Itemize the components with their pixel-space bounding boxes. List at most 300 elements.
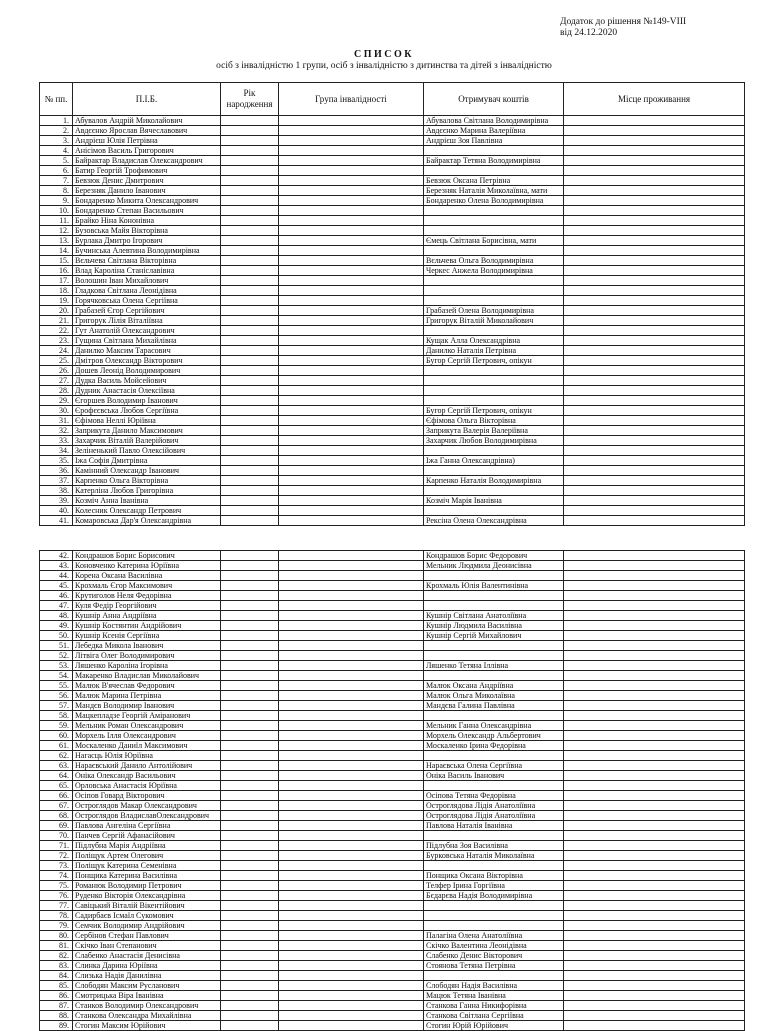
- row-recipient: [424, 861, 564, 871]
- row-person-name: Куля Федір Георгійович: [73, 601, 221, 611]
- row-birth-year: [221, 881, 279, 891]
- row-disability-group: [279, 236, 424, 246]
- row-recipient: Вєльчева Ольга Володимирівна: [424, 256, 564, 266]
- row-number: 27.: [40, 376, 73, 386]
- row-number: 57.: [40, 701, 73, 711]
- table-row: [40, 176, 745, 186]
- table-row: [40, 631, 745, 641]
- row-residence: [564, 276, 745, 286]
- row-number: 85.: [40, 981, 73, 991]
- table-row: [40, 691, 745, 701]
- row-person-name: Підлубна Марія Андріївна: [73, 841, 221, 851]
- row-person-name: Бондаренко Степан Васильович: [73, 206, 221, 216]
- row-disability-group: [279, 731, 424, 741]
- row-residence: [564, 216, 745, 226]
- row-residence: [564, 581, 745, 591]
- row-recipient: [424, 486, 564, 496]
- table-row: [40, 771, 745, 781]
- row-recipient: [424, 831, 564, 841]
- row-residence: [564, 691, 745, 701]
- row-disability-group: [279, 941, 424, 951]
- row-birth-year: [221, 146, 279, 156]
- row-recipient: [424, 276, 564, 286]
- row-person-name: Крутиголов Неля Федорівна: [73, 591, 221, 601]
- row-disability-group: [279, 146, 424, 156]
- row-residence: [564, 781, 745, 791]
- row-birth-year: [221, 821, 279, 831]
- row-number: 59.: [40, 721, 73, 731]
- row-birth-year: [221, 671, 279, 681]
- table-row: [40, 246, 745, 256]
- table-row: [40, 781, 745, 791]
- row-disability-group: [279, 791, 424, 801]
- table-row: [40, 186, 745, 196]
- row-number: 61.: [40, 741, 73, 751]
- table-row: [40, 851, 745, 861]
- table-row: [40, 226, 745, 236]
- row-residence: [564, 456, 745, 466]
- appendix-date: від 24.12.2020: [560, 28, 618, 38]
- row-person-name: Осіпов Говард Вікторович: [73, 791, 221, 801]
- row-number: 34.: [40, 446, 73, 456]
- row-birth-year: [221, 621, 279, 631]
- table-row: [40, 791, 745, 801]
- row-person-name: Кушнір Анна Андріївна: [73, 611, 221, 621]
- row-number: 39.: [40, 496, 73, 506]
- row-recipient: [424, 711, 564, 721]
- row-residence: [564, 891, 745, 901]
- row-disability-group: [279, 571, 424, 581]
- row-number: 6.: [40, 166, 73, 176]
- row-birth-year: [221, 591, 279, 601]
- row-recipient: Козміч Марія Іванівна: [424, 496, 564, 506]
- row-birth-year: [221, 941, 279, 951]
- row-person-name: Руденко Вікторія Олександрівна: [73, 891, 221, 901]
- row-disability-group: [279, 891, 424, 901]
- row-number: 45.: [40, 581, 73, 591]
- row-birth-year: [221, 571, 279, 581]
- row-number: 46.: [40, 591, 73, 601]
- row-person-name: Слабенко Анастасія Денисівна: [73, 951, 221, 961]
- row-recipient: Осіпова Тетяна Федорівна: [424, 791, 564, 801]
- row-person-name: Гладкова Світлана Леонідівна: [73, 286, 221, 296]
- row-residence: [564, 416, 745, 426]
- row-person-name: Слинка Дарина Юріївна: [73, 961, 221, 971]
- row-number: 54.: [40, 671, 73, 681]
- row-person-name: Стогин Максим Юрійович: [73, 1021, 221, 1031]
- row-residence: [564, 156, 745, 166]
- row-birth-year: [221, 486, 279, 496]
- table-row: [40, 651, 745, 661]
- row-disability-group: [279, 476, 424, 486]
- row-residence: [564, 921, 745, 931]
- decision-appendix-note: [560, 17, 744, 39]
- row-person-name: Павлова Ангеліна Сергіївна: [73, 821, 221, 831]
- row-residence: [564, 971, 745, 981]
- row-residence: [564, 176, 745, 186]
- row-recipient: Іжа Ганна Олександрівна): [424, 456, 564, 466]
- row-residence: [564, 881, 745, 891]
- row-recipient: [424, 386, 564, 396]
- row-disability-group: [279, 951, 424, 961]
- row-person-name: Ляшенко Кароліна Ігорівна: [73, 661, 221, 671]
- row-number: 32.: [40, 426, 73, 436]
- row-recipient: [424, 466, 564, 476]
- row-birth-year: [221, 176, 279, 186]
- row-person-name: Остроглядов Макар Олександрович: [73, 801, 221, 811]
- row-disability-group: [279, 166, 424, 176]
- row-recipient: Павлова Наталія Іванівна: [424, 821, 564, 831]
- row-recipient: [424, 366, 564, 376]
- table-row: [40, 721, 745, 731]
- row-number: 10.: [40, 206, 73, 216]
- row-disability-group: [279, 871, 424, 881]
- table-row: [40, 196, 745, 206]
- row-residence: [564, 236, 745, 246]
- table-row: [40, 286, 745, 296]
- row-residence: [564, 506, 745, 516]
- row-person-name: Бучинська Алевтина Володимирівна: [73, 246, 221, 256]
- table-row: [40, 941, 745, 951]
- row-person-name: Андрієш Юлія Петрівна: [73, 136, 221, 146]
- row-person-name: Комаровська Дар'я Олександрівна: [73, 516, 221, 526]
- row-disability-group: [279, 506, 424, 516]
- row-residence: [564, 386, 745, 396]
- row-birth-year: [221, 426, 279, 436]
- row-number: 13.: [40, 236, 73, 246]
- row-person-name: Заприкута Данило Максимович: [73, 426, 221, 436]
- row-residence: [564, 516, 745, 526]
- row-residence: [564, 901, 745, 911]
- row-birth-year: [221, 841, 279, 851]
- row-person-name: Літвіга Олег Володимирович: [73, 651, 221, 661]
- row-birth-year: [221, 306, 279, 316]
- row-residence: [564, 861, 745, 871]
- row-residence: [564, 911, 745, 921]
- row-person-name: Мандєв Володимир Іванович: [73, 701, 221, 711]
- row-disability-group: [279, 1001, 424, 1011]
- row-birth-year: [221, 901, 279, 911]
- row-residence: [564, 396, 745, 406]
- row-person-name: Остроглядов ВладиславОлександрович: [73, 811, 221, 821]
- table-row: [40, 476, 745, 486]
- table-row: [40, 436, 745, 446]
- table-row: [40, 236, 745, 246]
- row-recipient: Стоянова Тетяна Петрівна: [424, 961, 564, 971]
- row-disability-group: [279, 386, 424, 396]
- row-birth-year: [221, 216, 279, 226]
- table-row: [40, 516, 745, 526]
- table-row: [40, 621, 745, 631]
- table-body-part-2: [40, 551, 745, 1031]
- row-recipient: [424, 246, 564, 256]
- row-residence: [564, 621, 745, 631]
- row-disability-group: [279, 671, 424, 681]
- row-disability-group: [279, 701, 424, 711]
- table-row: [40, 681, 745, 691]
- row-person-name: Скічко Іван Степанович: [73, 941, 221, 951]
- row-recipient: Карпенко Наталія Володимирівна: [424, 476, 564, 486]
- table-row: [40, 611, 745, 621]
- row-residence: [564, 1011, 745, 1021]
- persons-table-part-2: [39, 550, 745, 1031]
- row-person-name: Брайко Ніна Кононівна: [73, 216, 221, 226]
- row-number: 47.: [40, 601, 73, 611]
- row-residence: [564, 831, 745, 841]
- table-row: [40, 881, 745, 891]
- row-recipient: Мандєва Галина Павлівна: [424, 701, 564, 711]
- row-disability-group: [279, 456, 424, 466]
- row-number: 58.: [40, 711, 73, 721]
- row-recipient: Малюк Оксана Андріївна: [424, 681, 564, 691]
- row-disability-group: [279, 416, 424, 426]
- row-recipient: Мацюк Тетяна Іванівна: [424, 991, 564, 1001]
- row-birth-year: [221, 276, 279, 286]
- row-number: 71.: [40, 841, 73, 851]
- row-disability-group: [279, 246, 424, 256]
- row-disability-group: [279, 516, 424, 526]
- row-birth-year: [221, 741, 279, 751]
- table-row: [40, 1021, 745, 1031]
- row-recipient: Бугор Сергій Петрович, опікун: [424, 406, 564, 416]
- row-birth-year: [221, 366, 279, 376]
- row-person-name: Батир Георгій Трофимович: [73, 166, 221, 176]
- row-residence: [564, 651, 745, 661]
- row-residence: [564, 446, 745, 456]
- row-birth-year: [221, 246, 279, 256]
- row-birth-year: [221, 1021, 279, 1031]
- row-person-name: Станков Володимир Олександрович: [73, 1001, 221, 1011]
- row-disability-group: [279, 721, 424, 731]
- row-residence: [564, 701, 745, 711]
- row-birth-year: [221, 701, 279, 711]
- row-number: 3.: [40, 136, 73, 146]
- row-person-name: Кондрашов Борис Борисович: [73, 551, 221, 561]
- table-row: [40, 991, 745, 1001]
- page-title: СПИСОК: [353, 49, 415, 60]
- row-number: 26.: [40, 366, 73, 376]
- row-birth-year: [221, 516, 279, 526]
- row-disability-group: [279, 901, 424, 911]
- row-residence: [564, 991, 745, 1001]
- row-recipient: Кушнір Світлана Анатоліївна: [424, 611, 564, 621]
- row-recipient: Оніка Василь Іванович: [424, 771, 564, 781]
- table-row: [40, 551, 745, 561]
- row-residence: [564, 356, 745, 366]
- row-birth-year: [221, 911, 279, 921]
- row-disability-group: [279, 711, 424, 721]
- table-row: [40, 891, 745, 901]
- row-residence: [564, 126, 745, 136]
- row-number: 12.: [40, 226, 73, 236]
- row-number: 56.: [40, 691, 73, 701]
- row-number: 80.: [40, 931, 73, 941]
- row-recipient: Москаленко Ірина Федорівна: [424, 741, 564, 751]
- table-row: [40, 961, 745, 971]
- row-birth-year: [221, 406, 279, 416]
- row-recipient: Остроглядова Лідія Анатоліївна: [424, 801, 564, 811]
- row-number: 36.: [40, 466, 73, 476]
- row-disability-group: [279, 116, 424, 126]
- row-disability-group: [279, 126, 424, 136]
- row-disability-group: [279, 661, 424, 671]
- row-recipient: Байрактар Тетяна Володимирівна: [424, 156, 564, 166]
- row-disability-group: [279, 326, 424, 336]
- table-body-part-1: [40, 116, 745, 526]
- row-person-name: Катерліна Любов Григорівна: [73, 486, 221, 496]
- row-person-name: Данилко Максим Тарасович: [73, 346, 221, 356]
- row-disability-group: [279, 426, 424, 436]
- row-birth-year: [221, 446, 279, 456]
- row-residence: [564, 761, 745, 771]
- row-person-name: Слободян Максим Русланович: [73, 981, 221, 991]
- row-number: 75.: [40, 881, 73, 891]
- row-person-name: Єфімова Неллі Юріївна: [73, 416, 221, 426]
- row-number: 53.: [40, 661, 73, 671]
- row-recipient: [424, 641, 564, 651]
- row-number: 72.: [40, 851, 73, 861]
- row-number: 89.: [40, 1021, 73, 1031]
- table-row: [40, 486, 745, 496]
- row-birth-year: [221, 751, 279, 761]
- row-number: 31.: [40, 416, 73, 426]
- row-residence: [564, 186, 745, 196]
- row-disability-group: [279, 581, 424, 591]
- row-number: 49.: [40, 621, 73, 631]
- row-birth-year: [221, 256, 279, 266]
- row-recipient: Малюк Ольга Миколаївна: [424, 691, 564, 701]
- row-number: 19.: [40, 296, 73, 306]
- row-number: 35.: [40, 456, 73, 466]
- row-residence: [564, 496, 745, 506]
- row-number: 73.: [40, 861, 73, 871]
- row-number: 14.: [40, 246, 73, 256]
- row-recipient: Слободян Надія Василівна: [424, 981, 564, 991]
- row-person-name: Поліщук Катерина Семенівна: [73, 861, 221, 871]
- row-residence: [564, 136, 745, 146]
- row-person-name: Колесник Олександр Петрович: [73, 506, 221, 516]
- row-birth-year: [221, 581, 279, 591]
- row-residence: [564, 801, 745, 811]
- row-birth-year: [221, 456, 279, 466]
- table-row: [40, 396, 745, 406]
- row-residence: [564, 671, 745, 681]
- row-birth-year: [221, 496, 279, 506]
- row-birth-year: [221, 436, 279, 446]
- row-person-name: Іжа Софія Дмитрівна: [73, 456, 221, 466]
- row-number: 11.: [40, 216, 73, 226]
- row-person-name: Дмітров Олександр Вікторович: [73, 356, 221, 366]
- row-person-name: Панчев Сергій Афанасійович: [73, 831, 221, 841]
- row-recipient: Остроглядова Лідія Анатоліївна: [424, 811, 564, 821]
- table-row: [40, 506, 745, 516]
- row-disability-group: [279, 981, 424, 991]
- row-number: 48.: [40, 611, 73, 621]
- row-recipient: Захарчик Любов Володимирівна: [424, 436, 564, 446]
- table-row: [40, 581, 745, 591]
- table-row: [40, 296, 745, 306]
- row-residence: [564, 476, 745, 486]
- row-person-name: Корена Оксана Василівна: [73, 571, 221, 581]
- row-person-name: Романюк Володимир Петрович: [73, 881, 221, 891]
- row-birth-year: [221, 1011, 279, 1021]
- row-birth-year: [221, 711, 279, 721]
- row-recipient: [424, 651, 564, 661]
- row-disability-group: [279, 651, 424, 661]
- page-subtitle: осіб з інвалідністю 1 групи, осіб з інвалідністю з дитинства та дітей з інвалідністю: [216, 61, 552, 71]
- table-row: [40, 921, 745, 931]
- row-number: 44.: [40, 571, 73, 581]
- row-disability-group: [279, 266, 424, 276]
- row-recipient: Єфімова Ольга Вікторівна: [424, 416, 564, 426]
- table-row: [40, 641, 745, 651]
- row-person-name: Горячковська Олена Сергіївна: [73, 296, 221, 306]
- row-birth-year: [221, 466, 279, 476]
- row-number: 41.: [40, 516, 73, 526]
- row-number: 28.: [40, 386, 73, 396]
- row-disability-group: [279, 911, 424, 921]
- row-person-name: Лебедка Микола Іванович: [73, 641, 221, 651]
- row-number: 63.: [40, 761, 73, 771]
- table-row: [40, 316, 745, 326]
- row-birth-year: [221, 286, 279, 296]
- table-row: [40, 456, 745, 466]
- row-disability-group: [279, 286, 424, 296]
- table-row: [40, 326, 745, 336]
- row-person-name: Грабазей Єгор Сергійович: [73, 306, 221, 316]
- row-disability-group: [279, 811, 424, 821]
- row-number: 62.: [40, 751, 73, 761]
- row-recipient: Станкова Світлана Сергіївна: [424, 1011, 564, 1021]
- row-person-name: Оніка Олександр Васильович: [73, 771, 221, 781]
- table-row: [40, 801, 745, 811]
- table-row: [40, 336, 745, 346]
- row-birth-year: [221, 376, 279, 386]
- row-recipient: Заприкута Валерія Валеріївна: [424, 426, 564, 436]
- row-recipient: Авдєєнко Марина Валеріївна: [424, 126, 564, 136]
- row-person-name: Савіцький Віталій Вікентійович: [73, 901, 221, 911]
- col-header-group: Група інвалідності: [279, 83, 424, 116]
- row-recipient: [424, 971, 564, 981]
- row-residence: [564, 981, 745, 991]
- row-number: 74.: [40, 871, 73, 881]
- row-birth-year: [221, 931, 279, 941]
- row-disability-group: [279, 176, 424, 186]
- row-disability-group: [279, 751, 424, 761]
- row-number: 76.: [40, 891, 73, 901]
- row-number: 22.: [40, 326, 73, 336]
- row-birth-year: [221, 921, 279, 931]
- row-person-name: Бузовська Майя Вікторівна: [73, 226, 221, 236]
- row-person-name: Малюк Марина Петрівна: [73, 691, 221, 701]
- row-residence: [564, 591, 745, 601]
- row-number: 82.: [40, 951, 73, 961]
- row-birth-year: [221, 691, 279, 701]
- row-residence: [564, 611, 745, 621]
- row-birth-year: [221, 961, 279, 971]
- table-row: [40, 446, 745, 456]
- row-recipient: [424, 781, 564, 791]
- row-number: 18.: [40, 286, 73, 296]
- row-birth-year: [221, 196, 279, 206]
- row-birth-year: [221, 326, 279, 336]
- table-row: [40, 1011, 745, 1021]
- row-recipient: [424, 286, 564, 296]
- row-person-name: Авдєєнко Ярослав Вячеславович: [73, 126, 221, 136]
- row-recipient: [424, 591, 564, 601]
- row-recipient: Абувалова Світлана Володимирівна: [424, 116, 564, 126]
- row-recipient: [424, 226, 564, 236]
